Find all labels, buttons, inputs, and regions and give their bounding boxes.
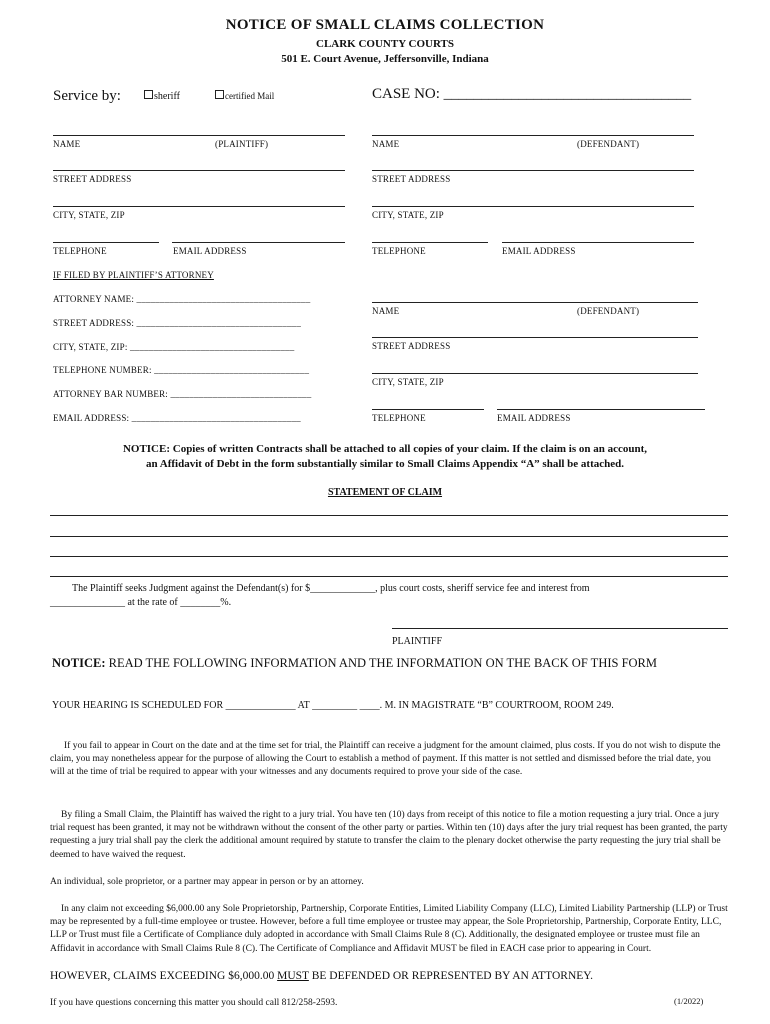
plaintiff-role-label: (PLAINTIFF): [215, 139, 269, 149]
hearing-schedule[interactable]: YOUR HEARING IS SCHEDULED FOR ______________ AT _________ ____. M. IN MAGISTRATE “B” COURTROOM, ROOM 249.: [52, 700, 614, 711]
plaintiff-signature-label: PLAINTIFF: [392, 636, 443, 647]
attorney-street-field[interactable]: STREET ADDRESS: ___________________________________: [53, 318, 302, 328]
defendant1-phone-label: TELEPHONE: [372, 246, 426, 256]
defendant1-street-line[interactable]: [372, 170, 694, 171]
paragraph-failure-to-appear: If you fail to appear in Court on the date and at the time set for trial, the Plaintiff can receive a judgment for the amount claimed, plus costs. If you do not wish to dispute the claim, you may nonetheless appear for the purpose of allowing the Court to establish a method of payment. If this matter is not settled and dismissed before the trial date, you will at the time of trial be required to appear with your witnesses and any documents required to prove your side of the case.: [50, 741, 721, 778]
attorney-city-field[interactable]: CITY, STATE, ZIP: ___________________________________: [53, 342, 295, 352]
statement-line-4[interactable]: [50, 576, 728, 577]
footer-revision: (1/2022): [674, 996, 704, 1006]
court-name: CLARK COUNTY COURTS: [316, 38, 454, 50]
notice-contracts-line1: NOTICE: Copies of written Contracts shall be attached to all copies of your claim. If the claim is on an account,: [122, 443, 648, 455]
defendant1-city-label: CITY, STATE, ZIP: [372, 210, 444, 220]
plaintiff-phone-line[interactable]: [53, 242, 159, 243]
statement-line-3[interactable]: [50, 556, 728, 557]
plaintiff-signature-line[interactable]: [392, 628, 728, 629]
defendant2-role-label: (DEFENDANT): [577, 306, 640, 316]
sheriff-label: sheriff: [154, 91, 180, 102]
defendant2-email-label: EMAIL ADDRESS: [497, 413, 571, 423]
attorney-bar-field[interactable]: ATTORNEY BAR NUMBER: ______________________________: [53, 389, 312, 399]
plaintiff-street-label: STREET ADDRESS: [53, 174, 132, 184]
defendant2-city-label: CITY, STATE, ZIP: [372, 377, 444, 387]
attorney-required-must: MUST: [277, 970, 309, 982]
attorney-phone-field[interactable]: TELEPHONE NUMBER: _________________________________: [53, 365, 310, 375]
defendant2-name-label: NAME: [372, 306, 400, 316]
paragraph-representation: In any claim not exceeding $6,000.00 any Sole Proprietorship, Partnership, Corporate Entities, Limited Liability Company (LLC), Limited Liability Partnership (LLP) or Trust may be represented by a full-time employee or trustee. However, before a full time employee or trustee may appear, the Sole Proprietorship, Partnership, Corporate Entity, LLC, LLP or Trust must file a Certificate of Compliance duly adopted in accordance with Small Claims Rule 8 (C). Additionally, the designated employee or trustee must file an Affidavit in accordance with Small Claims Rule 8 (C). The Certificate of Compliance and Affidavit MUST be filed in EACH case prior to appearing in Court.: [50, 904, 728, 954]
defendant2-phone-label: TELEPHONE: [372, 413, 426, 423]
attorney-required-post: BE DEFENDED OR REPRESENTED BY AN ATTORNEY.: [308, 970, 593, 982]
defendant1-city-line[interactable]: [372, 206, 694, 207]
judgment-line-1[interactable]: The Plaintiff seeks Judgment against the Defendant(s) for $_____________, plus court costs, sheriff service fee and interest from: [72, 583, 590, 594]
defendant2-street-line[interactable]: [372, 337, 698, 338]
service-label: Service by:: [53, 88, 121, 104]
paragraph-attorney-required: [50, 970, 593, 982]
defendant2-name-line[interactable]: [372, 302, 698, 303]
statement-line-2[interactable]: [50, 536, 728, 537]
paragraph-jury-trial: By filing a Small Claim, the Plaintiff has waived the right to a jury trial. You have ten (10) days from receipt of this notice to file a motion requesting a jury trial. Once a jury trial request has been granted, it may not be withdrawn without the consent of the other party or parties. Within ten (10) days after the jury trial request has been granted, the party requesting a jury trial shall pay the clerk the additional amount required by statute to transfer the claim to the plenary docket otherwise the party requesting the jury trial shall be deemed to have waived the request.: [50, 810, 728, 860]
attorney-required-pre: HOWEVER, CLAIMS EXCEEDING $6,000.00: [50, 970, 278, 982]
defendant2-phone-line[interactable]: [372, 409, 484, 410]
defendant1-email-label: EMAIL ADDRESS: [502, 246, 576, 256]
attorney-name-field[interactable]: ATTORNEY NAME: _____________________________________: [53, 294, 311, 304]
defendant1-email-line[interactable]: [502, 242, 694, 243]
footer-questions: If you have questions concerning this matter you should call 812/258-2593.: [50, 998, 338, 1008]
defendant1-name-label: NAME: [372, 139, 400, 149]
service-option-certified-mail[interactable]: [215, 90, 274, 101]
statement-heading: STATEMENT OF CLAIM: [327, 487, 443, 498]
checkbox-certified-mail[interactable]: [215, 90, 224, 99]
notice-read-info: [52, 656, 657, 671]
defendant2-city-line[interactable]: [372, 373, 698, 374]
defendant2-street-label: STREET ADDRESS: [372, 341, 451, 351]
plaintiff-name-label: NAME: [53, 139, 81, 149]
plaintiff-name-line[interactable]: [53, 135, 345, 136]
plaintiff-phone-label: TELEPHONE: [53, 246, 107, 256]
plaintiff-email-label: EMAIL ADDRESS: [173, 246, 247, 256]
paragraph-individual-appearance: An individual, sole proprietor, or a partner may appear in person or by an attorney.: [50, 877, 364, 887]
defendant2-email-line[interactable]: [497, 409, 705, 410]
plaintiff-city-line[interactable]: [53, 206, 345, 207]
defendant1-phone-line[interactable]: [372, 242, 488, 243]
notice-read-text: READ THE FOLLOWING INFORMATION AND THE INFORMATION ON THE BACK OF THIS FORM: [105, 656, 658, 670]
attorney-email-field[interactable]: EMAIL ADDRESS: ____________________________________: [53, 413, 301, 423]
service-option-sheriff[interactable]: [144, 90, 180, 102]
certified-mail-label: certified Mail: [225, 91, 275, 101]
judgment-line-2[interactable]: _______________ at the rate of ________%.: [50, 597, 232, 608]
attorney-heading: IF FILED BY PLAINTIFF’S ATTORNEY: [53, 270, 214, 280]
page-title: NOTICE OF SMALL CLAIMS COLLECTION: [225, 17, 545, 33]
statement-line-1[interactable]: [50, 515, 728, 516]
plaintiff-street-line[interactable]: [53, 170, 345, 171]
case-number-field[interactable]: CASE NO: _________________________________: [372, 86, 692, 102]
notice-contracts-line2: an Affidavit of Debt in the form substantially similar to Small Claims Appendix “A” shall be attached.: [145, 458, 625, 470]
notice-read-bold: NOTICE:: [52, 656, 106, 670]
defendant1-name-line[interactable]: [372, 135, 694, 136]
defendant1-role-label: (DEFENDANT): [577, 139, 640, 149]
plaintiff-city-label: CITY, STATE, ZIP: [53, 210, 125, 220]
defendant1-street-label: STREET ADDRESS: [372, 174, 451, 184]
checkbox-sheriff[interactable]: [144, 90, 153, 99]
court-address: 501 E. Court Avenue, Jeffersonville, Indiana: [281, 53, 489, 65]
plaintiff-email-line[interactable]: [172, 242, 345, 243]
